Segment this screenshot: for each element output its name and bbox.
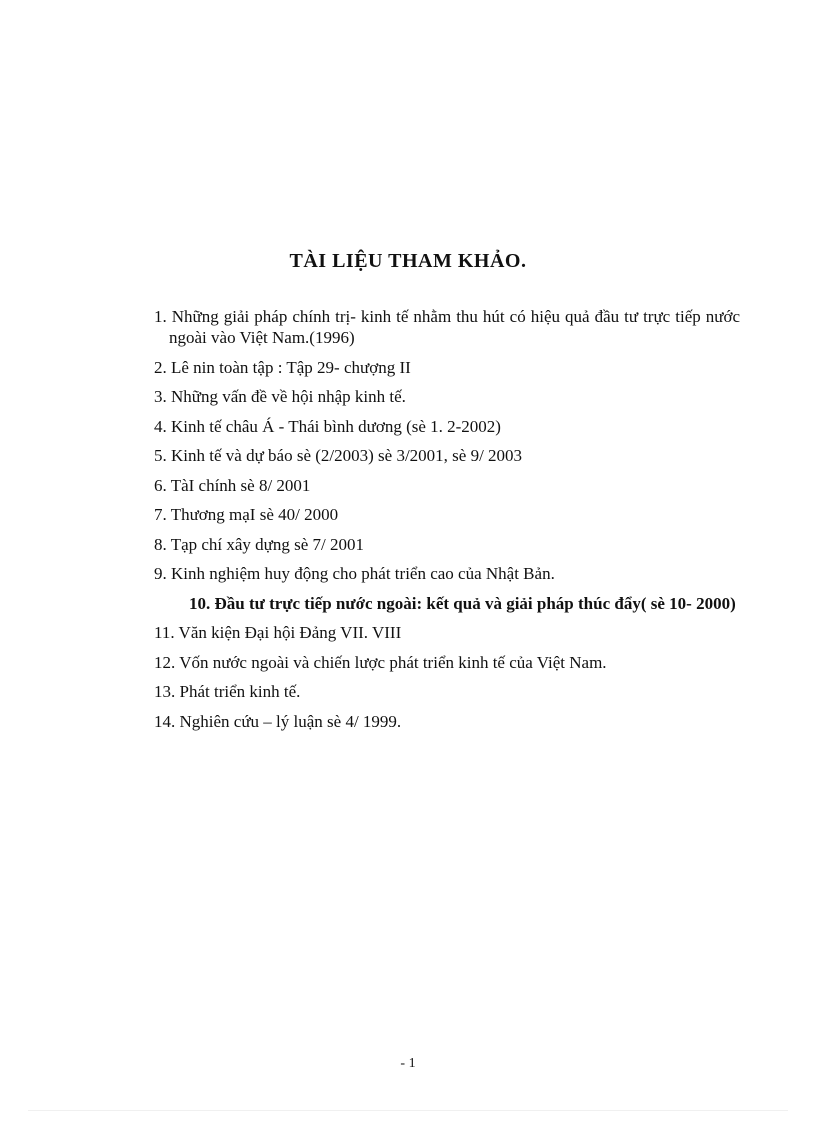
- page-divider: [28, 1110, 788, 1111]
- reference-item-10: 10. Đầu tư trực tiếp nước ngoài: kết quả và giải pháp thúc đẩy( sè 10- 2000): [189, 593, 736, 613]
- page-title: TÀI LIỆU THAM KHẢO.: [289, 250, 527, 272]
- reference-item-11: 11. Văn kiện Đại hội Đảng VII. VIII: [154, 623, 402, 642]
- reference-item-8: 8. Tạp chí xây dựng sè 7/ 2001: [154, 534, 365, 554]
- reference-item-7: 7. Thương mạI sè 40/ 2000: [154, 505, 339, 524]
- reference-item-13: 13. Phát triển kinh tế.: [154, 682, 301, 701]
- reference-item-14: 14. Nghiên cứu – lý luận sè 4/ 1999.: [154, 711, 402, 731]
- reference-item-4: 4. Kinh tế châu Á - Thái bình dương (sè 1. 2-2002): [154, 416, 501, 436]
- reference-item-1: 1. Những giải pháp chính trị- kinh tế nhằm thu hút có hiệu quả đầu tư trực tiếp nước ngoài vào Việt Nam.(1996): [154, 307, 740, 347]
- reference-item-3: 3. Những vấn đề về hội nhập kinh tế.: [154, 387, 406, 406]
- reference-list: [154, 306, 740, 740]
- reference-item-6: 6. TàI chính sè 8/ 2001: [154, 475, 311, 495]
- reference-item-12: 12. Vốn nước ngoài và chiến lược phát triển kinh tế của Việt Nam.: [154, 652, 607, 672]
- reference-item-9: 9. Kinh nghiệm huy động cho phát triển cao của Nhật Bản.: [154, 564, 555, 583]
- reference-item-5: 5. Kinh tế và dự báo sè (2/2003) sè 3/2001, sè 9/ 2003: [154, 446, 523, 465]
- reference-item-2: 2. Lê nin toàn tập : Tập 29- chượng II: [154, 357, 411, 377]
- page-number: - 1: [400, 1056, 416, 1071]
